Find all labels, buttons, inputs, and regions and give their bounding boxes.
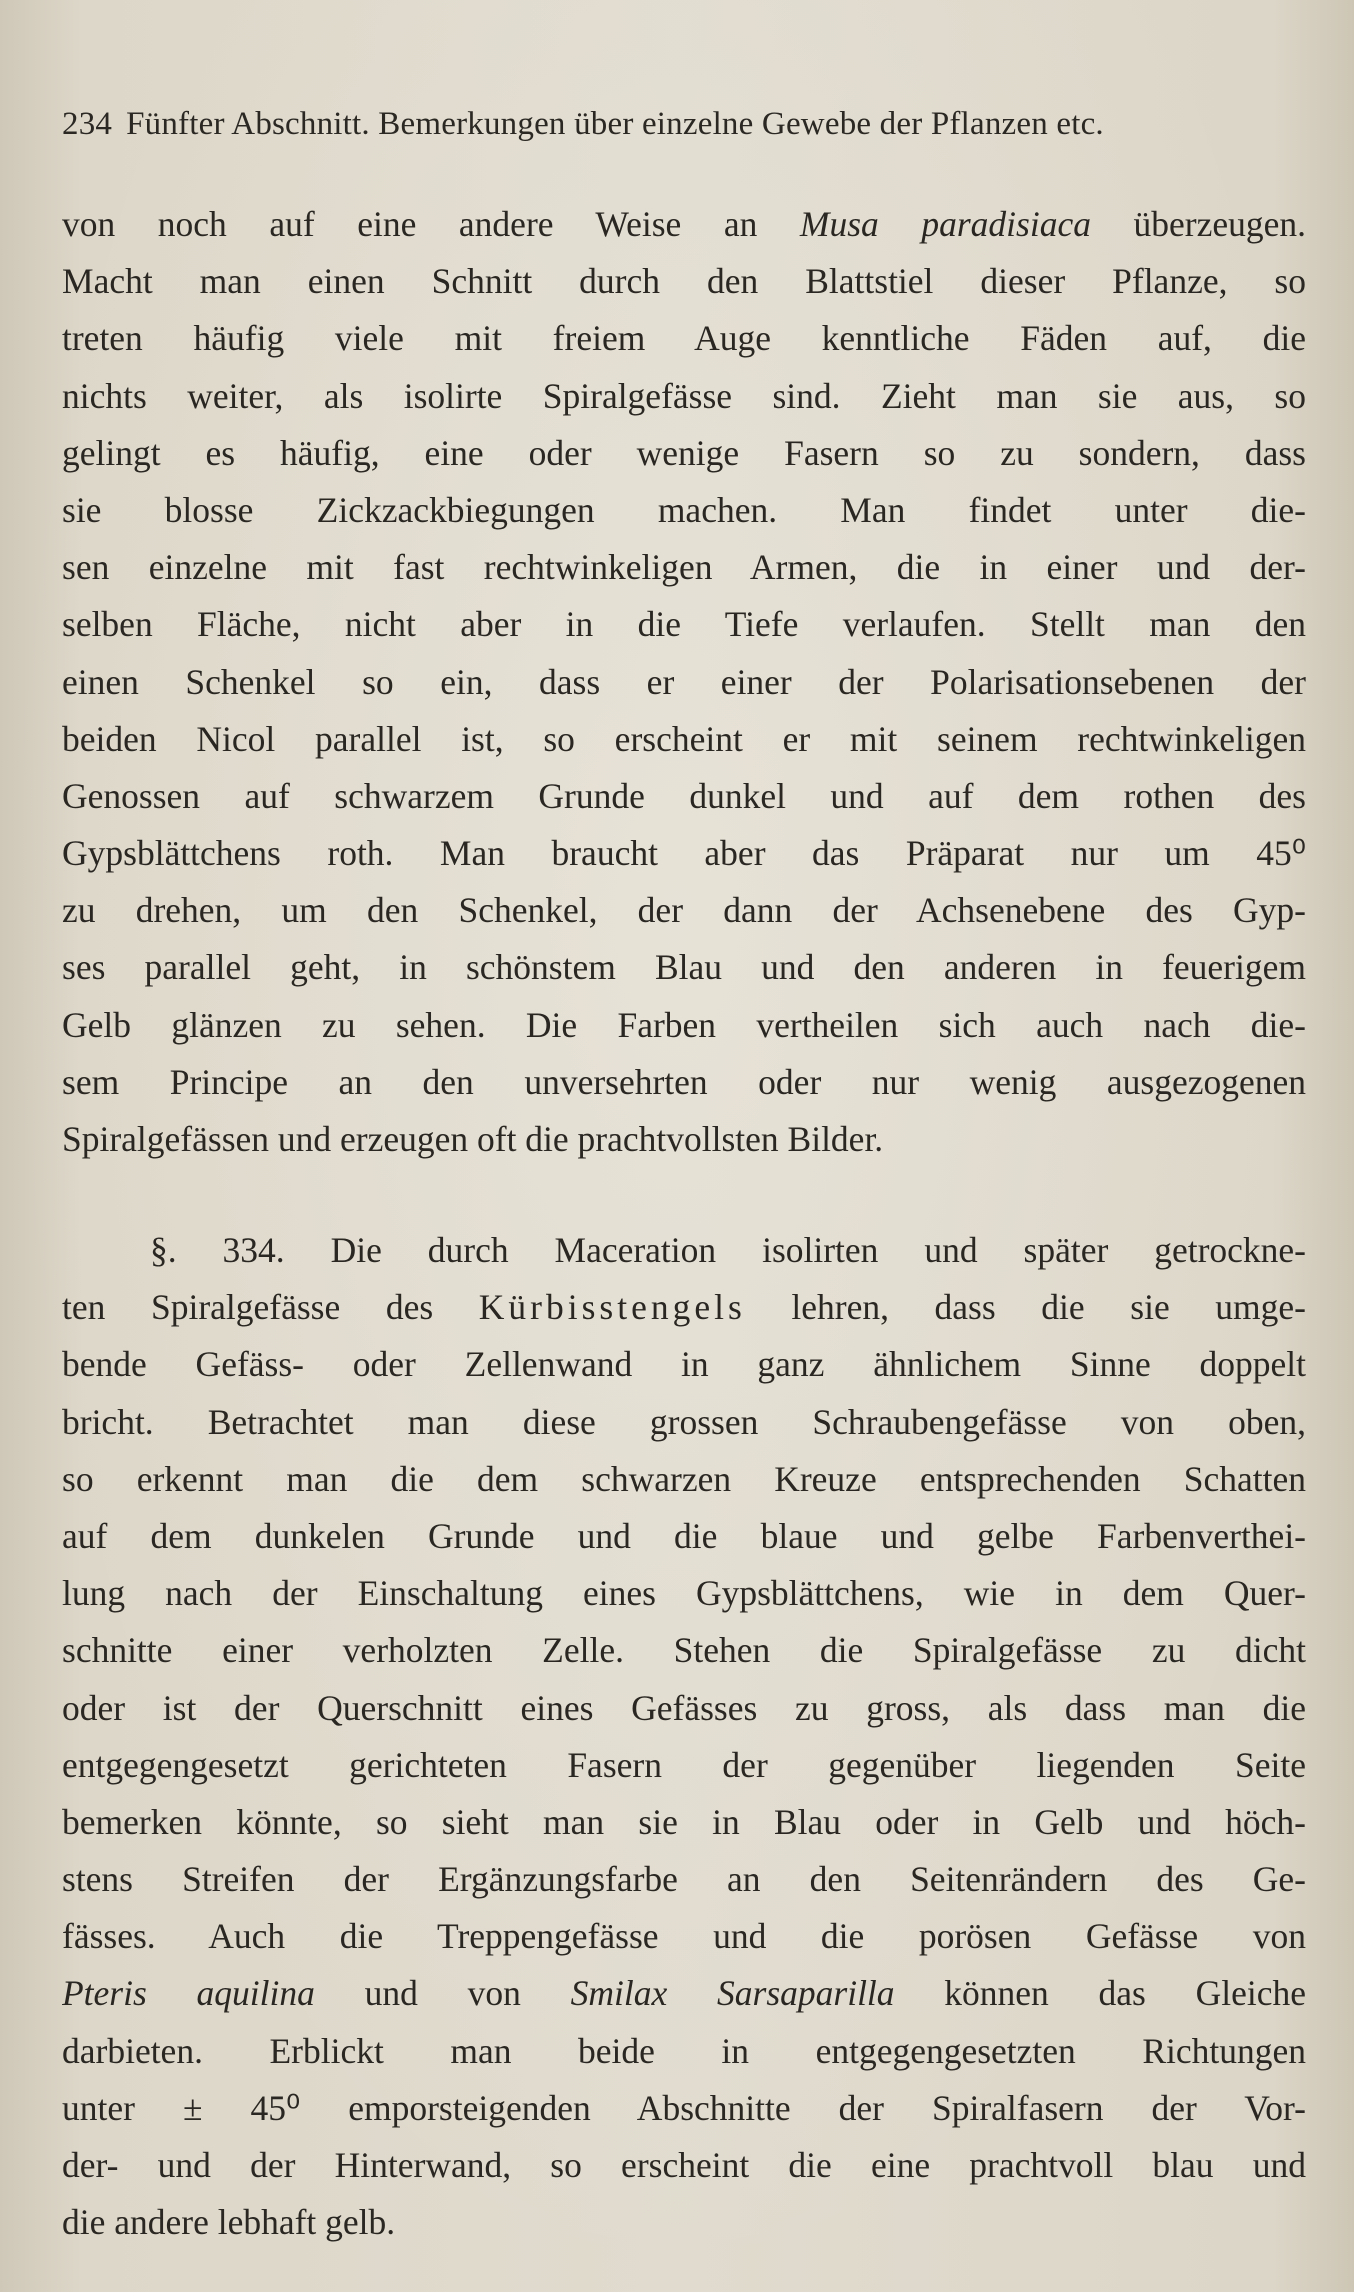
text-run: Gelb glänzen zu sehen. Die Farben vertheilen sich auch nach die-	[62, 1004, 1306, 1045]
text-run: fässes. Auch die Treppengefässe und die porösen Gefässe von	[62, 1916, 1306, 1957]
text-line	[62, 825, 1306, 882]
text-line	[62, 1394, 1306, 1451]
text-run: ses parallel geht, in schönstem Blau und den anderen in feuerigem	[62, 947, 1306, 988]
text-run: zu drehen, um den Schenkel, der dann der Achsenebene des Gyp-	[62, 890, 1306, 931]
paragraph-continuation	[62, 196, 1306, 1168]
text-run: einen Schenkel so ein, dass er einer der Polarisationsebenen der	[62, 661, 1306, 702]
text-line	[62, 1794, 1306, 1851]
text-run: und von	[314, 1973, 571, 2014]
text-run: nichts weiter, als isolirte Spiralgefässe sind. Zieht man sie aus, so	[62, 375, 1306, 416]
text-line	[62, 1451, 1306, 1508]
text-line	[62, 2023, 1306, 2080]
text-run: ten Spiralgefässe des	[62, 1287, 479, 1328]
text-line	[62, 539, 1306, 596]
text-run: oder ist der Querschnitt eines Gefässes zu gross, als dass man die	[62, 1687, 1306, 1728]
text-line	[62, 1908, 1306, 1965]
text-run: von noch auf eine andere Weise an	[62, 204, 800, 244]
text-line	[62, 654, 1306, 711]
running-header	[62, 104, 1312, 144]
spaced-term: Kürbisstengels	[478, 1287, 746, 1328]
text-run: beiden Nicol parallel ist, so erscheint er mit seinem rechtwinkeligen	[62, 718, 1306, 759]
text-run: entgegengesetzt gerichteten Fasern der gegenüber liegenden Seite	[62, 1744, 1306, 1785]
text-line	[62, 1054, 1306, 1111]
text-run: sen einzelne mit fast rechtwinkeligen Armen, die in einer und der-	[62, 547, 1306, 588]
text-run: unter ± 45⁰ emporsteigenden Abschnitte der Spiralfasern der Vor-	[62, 2087, 1306, 2128]
text-line	[62, 2194, 1306, 2251]
text-line	[62, 1680, 1306, 1737]
text-run: überzeugen.	[1090, 204, 1306, 244]
text-line	[62, 939, 1306, 996]
text-run: bende Gefäss- oder Zellenwand in ganz ähnlichem Sinne doppelt	[62, 1344, 1306, 1385]
text-run: darbieten. Erblickt man beide in entgegengesetzten Richtungen	[62, 2030, 1306, 2071]
text-run: sie blosse Zickzackbiegungen machen. Man findet unter die-	[62, 489, 1306, 530]
text-run: lung nach der Einschaltung eines Gypsblättchens, wie in dem Quer-	[62, 1573, 1306, 1614]
text-line	[62, 196, 1306, 253]
text-line	[62, 482, 1306, 539]
text-line	[62, 882, 1306, 939]
text-line	[62, 1737, 1306, 1794]
text-run: lehren, dass die sie umge-	[745, 1287, 1306, 1328]
text-run: stens Streifen der Ergänzungsfarbe an den Seitenrändern des Ge-	[62, 1859, 1306, 1900]
text-run: treten häufig viele mit freiem Auge kenntliche Fäden auf, die	[62, 318, 1306, 359]
text-line	[62, 997, 1306, 1054]
text-line	[62, 711, 1306, 768]
italic-term: Smilax Sarsaparilla	[570, 1973, 895, 2014]
text-line	[62, 1111, 1306, 1168]
text-line	[62, 368, 1306, 425]
text-run: so erkennt man die dem schwarzen Kreuze entsprechenden Schatten	[62, 1458, 1306, 1499]
text-line	[62, 1565, 1306, 1622]
text-run: Spiralgefässen und erzeugen oft die prachtvollsten Bilder.	[62, 1119, 884, 1159]
text-run: bricht. Betrachtet man diese grossen Schraubengefässe von oben,	[62, 1401, 1306, 1442]
text-line	[62, 253, 1306, 310]
text-run: der- und der Hinterwand, so erscheint die eine prachtvoll blau und	[62, 2145, 1306, 2185]
paragraph-section-334	[62, 1222, 1306, 2251]
text-line	[62, 425, 1306, 482]
text-line	[62, 1965, 1306, 2022]
text-line	[62, 768, 1306, 825]
text-run: sem Principe an den unversehrten oder nur wenig ausgezogenen	[62, 1061, 1306, 1102]
text-line	[62, 1508, 1306, 1565]
text-line	[62, 596, 1306, 653]
text-run: schnitte einer verholzten Zelle. Stehen die Spiralgefässe zu dicht	[62, 1630, 1306, 1671]
text-line	[62, 1336, 1306, 1393]
text-line	[62, 1222, 1306, 1279]
page-number: 234	[62, 106, 113, 142]
text-line	[62, 310, 1306, 367]
text-run: gelingt es häufig, eine oder wenige Fasern so zu sondern, dass	[62, 432, 1306, 473]
text-run: selben Fläche, nicht aber in die Tiefe verlaufen. Stellt man den	[62, 604, 1306, 645]
text-run: §. 334. Die durch Maceration isolirten und später getrockne-	[150, 1230, 1306, 1270]
text-run: bemerken könnte, so sieht man sie in Blau oder in Gelb und höch-	[62, 1801, 1306, 1842]
text-run: die andere lebhaft gelb.	[62, 2202, 396, 2243]
text-line	[62, 2137, 1306, 2194]
text-line	[62, 1622, 1306, 1679]
text-line	[62, 1851, 1306, 1908]
text-run: Genossen auf schwarzem Grunde dunkel und auf dem rothen des	[62, 775, 1306, 816]
running-title: Fünfter Abschnitt. Bemerkungen über einzelne Gewebe der Pflanzen etc.	[126, 106, 1104, 142]
italic-term: Musa paradisiaca	[799, 204, 1091, 244]
text-run: Gypsblättchens roth. Man braucht aber das Präparat nur um 45⁰	[62, 833, 1306, 874]
text-line	[62, 1279, 1306, 1336]
italic-term: Pteris aquilina	[62, 1973, 315, 2014]
text-run: können das Gleiche	[894, 1973, 1306, 2014]
text-run: auf dem dunkelen Grunde und die blaue und gelbe Farbenverthei-	[62, 1515, 1306, 1556]
text-line	[62, 2080, 1306, 2137]
text-run: Macht man einen Schnitt durch den Blattstiel dieser Pflanze, so	[62, 261, 1306, 302]
